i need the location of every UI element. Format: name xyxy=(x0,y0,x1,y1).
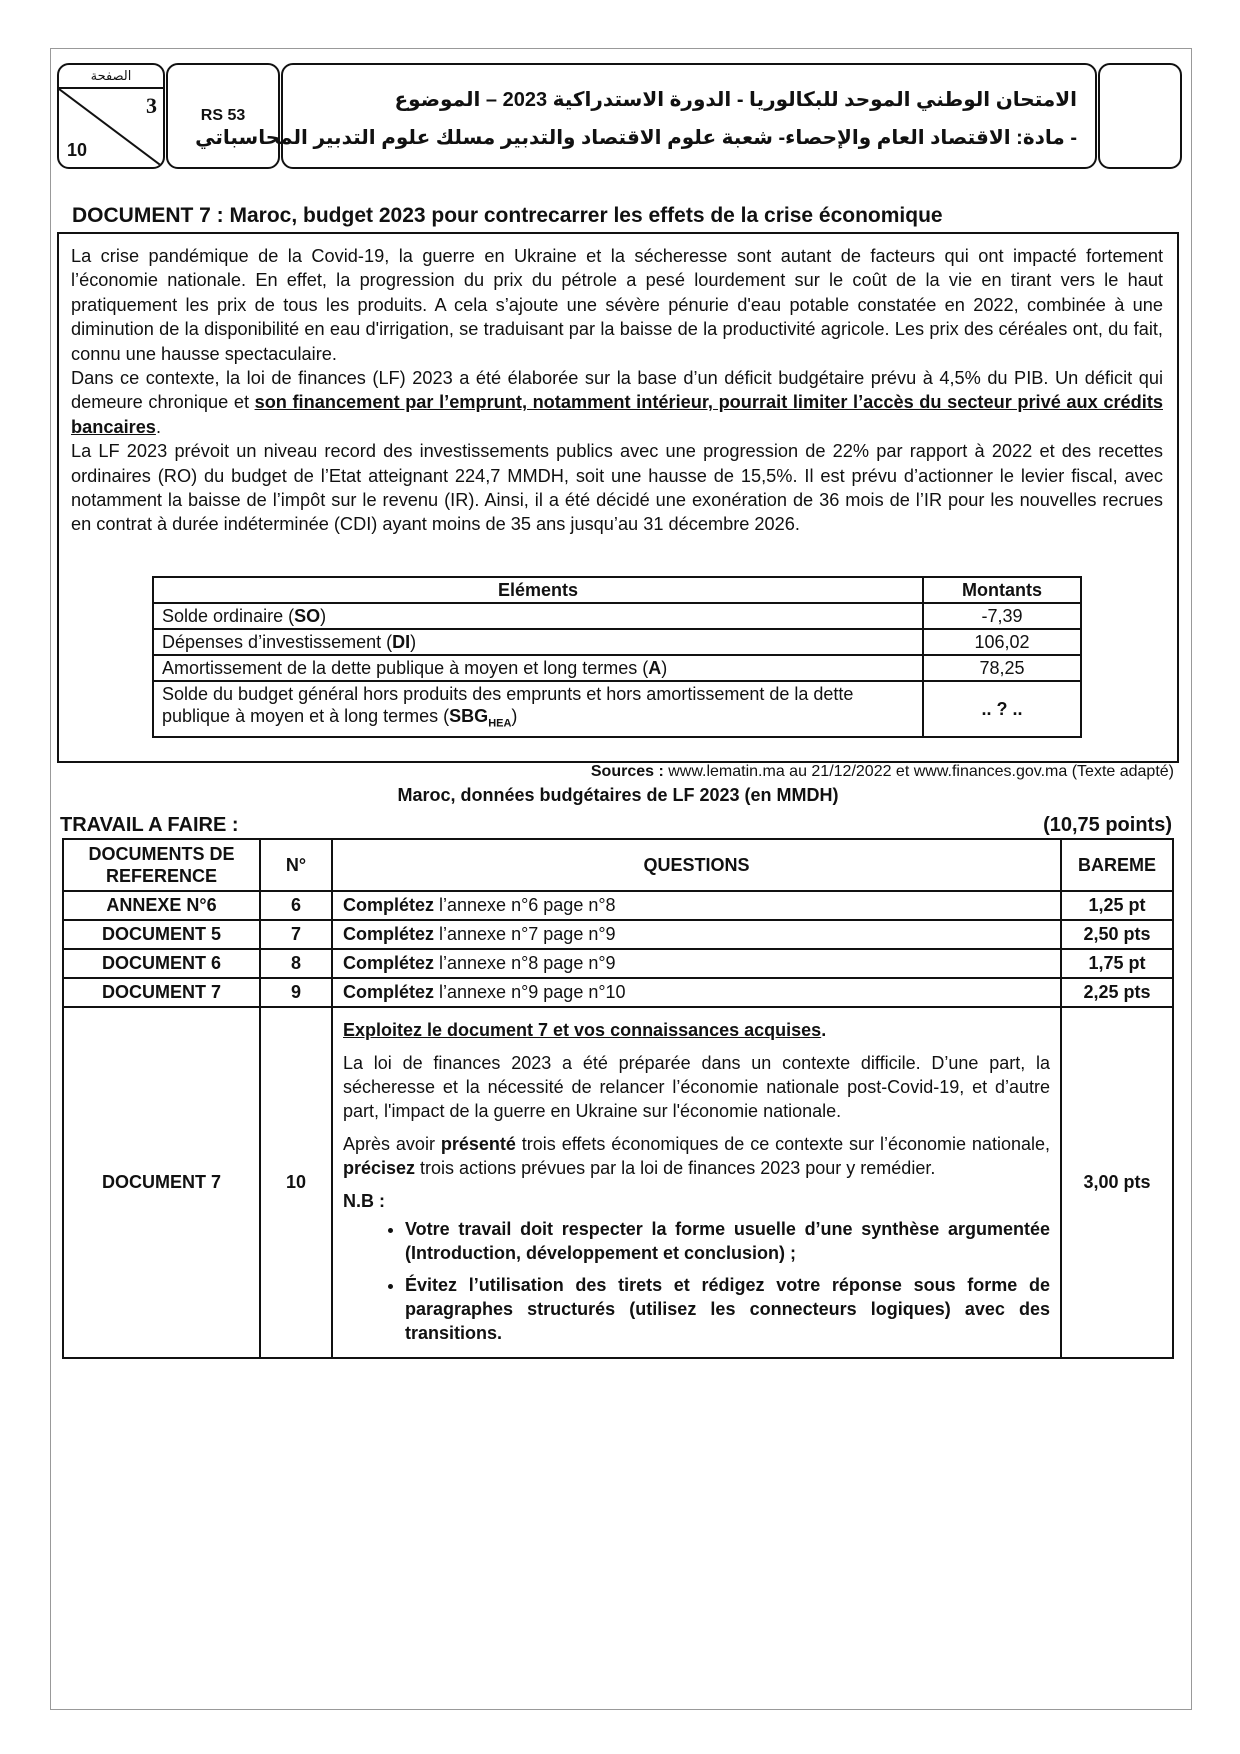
header-questions: QUESTIONS xyxy=(332,839,1061,891)
page-total: 10 xyxy=(67,140,88,160)
row-abbr: DI xyxy=(392,632,411,652)
budget-row-label xyxy=(153,603,923,629)
question-rest: l’annexe n°9 page n°10 xyxy=(434,982,626,1002)
page-number-box xyxy=(57,63,165,169)
question-bareme: 2,50 pts xyxy=(1061,920,1173,949)
paragraph-2 xyxy=(71,366,1163,439)
q10-part3: trois actions prévues par la loi de finances 2023 pour y remédier. xyxy=(415,1158,936,1178)
q10-nb: N.B : xyxy=(343,1191,385,1211)
sources-label: Sources : xyxy=(590,763,664,780)
row-label-text: Amortissement de la dette publique à moyen et long termes ( xyxy=(162,658,649,678)
question-number: 8 xyxy=(260,949,332,978)
page-number: 3 xyxy=(146,93,157,118)
question-doc: DOCUMENT 5 xyxy=(63,920,260,949)
page-label: الصفحة xyxy=(59,65,163,89)
question-10-text xyxy=(332,1007,1061,1358)
question-text xyxy=(332,978,1061,1007)
q10-bold1: présenté xyxy=(440,1134,516,1154)
paragraph-1: La crise pandémique de la Covid-19, la guerre en Ukraine et la sécheresse sont autant de facteurs qui ont impacté fortement l’économie nationale. En effet, la progression du prix du pétrole a pesé lourdement sur le coût de la vie en tirant vers le haut pratiquement les prix de tous les produits. A cela s’ajoute une sévère pénurie d'eau potable constatée en 2022, combinée à une diminution de la disponibilité en eau d'irrigation, se traduisant par la baisse de la productivité agricole. Les prix des céréales ont, du fait, connu une hausse spectaculaire. xyxy=(71,246,1163,364)
question-verb: Complétez xyxy=(343,924,435,944)
row-close: ) xyxy=(410,632,417,652)
document-text xyxy=(71,244,1163,537)
paragraph-3: La LF 2023 prévoit un niveau record des investissements publics avec une progression de 22% par rapport à 2022 et des recettes ordinaires (RO) du budget de l’Etat atteignant 224,7 MMDH, soit une hausse de 15,5%. Il est prévu d’actionner le levier fiscal, avec notamment la baisse de l’impôt sur le revenu (IR). Ainsi, il a été décidé une exonération de 36 mois de l’IR pour les nouvelles recrues en contrat à durée indéterminée (CDI) ayant moins de 35 ans jusqu’au 31 décembre 2026. xyxy=(71,441,1163,535)
question-rest: l’annexe n°7 page n°9 xyxy=(434,924,616,944)
exam-code: RS 53 xyxy=(166,63,280,169)
header-documents: DOCUMENTS DE REFERENCE xyxy=(63,839,260,891)
question-text xyxy=(332,949,1061,978)
question-row xyxy=(63,978,1173,1007)
question-text xyxy=(332,891,1061,920)
question-bareme: 3,00 pts xyxy=(1061,1007,1173,1358)
row-close: ) xyxy=(320,606,327,626)
question-number: 7 xyxy=(260,920,332,949)
q10-bold2: précisez xyxy=(343,1158,416,1178)
question-doc: ANNEXE N°6 xyxy=(63,891,260,920)
q10-bullet-list xyxy=(343,1217,1050,1345)
row-close: ) xyxy=(511,706,518,726)
row-label-text: Solde du budget général hors produits des emprunts et hors amortissement de la dette publique à moyen et à long termes ( xyxy=(162,684,854,726)
q10-part2: trois effets économiques de ce contexte sur l’économie nationale, xyxy=(515,1134,1050,1154)
question-verb: Complétez xyxy=(343,982,435,1002)
budget-row xyxy=(153,681,1081,737)
question-number: 6 xyxy=(260,891,332,920)
q10-bullet: • Votre travail doit respecter la forme usuelle d’une synthèse argumentée (Introduction, développement et conclusion) ; xyxy=(405,1217,1050,1265)
row-abbr: SO xyxy=(294,606,321,626)
budget-row-label xyxy=(153,629,923,655)
row-abbr-subscript: HEA xyxy=(488,717,512,730)
row-abbr: SBG xyxy=(449,706,489,726)
q10-bullet: • Évitez l’utilisation des tirets et rédigez votre réponse sous forme de paragraphes structurés (utilisez les connecteurs logiques) avec des transitions. xyxy=(405,1273,1050,1345)
question-doc: DOCUMENT 6 xyxy=(63,949,260,978)
budget-row xyxy=(153,629,1081,655)
question-row xyxy=(63,891,1173,920)
question-number: 9 xyxy=(260,978,332,1007)
question-rest: l’annexe n°6 page n°8 xyxy=(434,895,616,915)
budget-row-label xyxy=(153,681,923,737)
table-caption: Maroc, données budgétaires de LF 2023 (en MMDH) xyxy=(397,785,839,805)
question-verb: Complétez xyxy=(343,895,435,915)
header-bareme: BAREME xyxy=(1061,839,1173,891)
question-bareme: 1,25 pt xyxy=(1061,891,1173,920)
sources-text: www.lematin.ma au 21/12/2022 et www.finances.gov.ma (Texte adapté) xyxy=(663,763,1174,780)
header-montants: Montants xyxy=(923,577,1081,603)
budget-table xyxy=(152,576,1082,738)
sources-line xyxy=(591,763,1174,781)
question-row xyxy=(63,949,1173,978)
paragraph-2-end: . xyxy=(155,416,161,437)
question-verb: Complétez xyxy=(343,953,435,973)
q10-heading xyxy=(343,1018,1050,1042)
header-number: N° xyxy=(260,839,332,891)
row-label-text: Solde ordinaire ( xyxy=(162,606,295,626)
budget-row-value: 78,25 xyxy=(923,655,1081,681)
question-row xyxy=(63,920,1173,949)
header-elements: Eléments xyxy=(153,577,923,603)
q10-heading-text: Exploitez le document 7 et vos connaissances acquises xyxy=(343,1020,822,1040)
document-title: DOCUMENT 7 : Maroc, budget 2023 pour contrecarrer les effets de la crise économique xyxy=(72,204,943,227)
q10-heading-end: . xyxy=(821,1020,827,1040)
budget-row-label xyxy=(153,655,923,681)
question-row-10 xyxy=(63,1007,1173,1358)
q10-part1: Après avoir xyxy=(343,1134,441,1154)
exam-title-line1: الامتحان الوطني الموحد للبكالوريا - الدورة الاستدراكية 2023 – الموضوع xyxy=(394,89,1077,111)
question-bareme: 2,25 pts xyxy=(1061,978,1173,1007)
row-close: ) xyxy=(661,658,668,678)
row-label-text: Dépenses d’investissement ( xyxy=(162,632,393,652)
exam-title-line2: - مادة: الاقتصاد العام والإحصاء- شعبة علوم الاقتصاد والتدبير مسلك علوم التدبير المحاسباتي xyxy=(195,127,1077,149)
question-text xyxy=(332,920,1061,949)
questions-header-row xyxy=(63,839,1173,891)
blank-header-box xyxy=(1098,63,1182,169)
question-rest: l’annexe n°8 page n°9 xyxy=(434,953,616,973)
q10-question xyxy=(343,1132,1050,1180)
question-number: 10 xyxy=(260,1007,332,1358)
row-abbr: A xyxy=(648,658,662,678)
budget-row xyxy=(153,603,1081,629)
budget-header-row xyxy=(153,577,1081,603)
budget-row-value: 106,02 xyxy=(923,629,1081,655)
budget-row xyxy=(153,655,1081,681)
travail-title: TRAVAIL A FAIRE : xyxy=(60,814,239,836)
budget-row-value: -7,39 xyxy=(923,603,1081,629)
paragraph-2-start: Dans ce contexte, la loi de finances (LF) 2023 a été élaborée sur la base d’un déficit budgétaire prévu à 4,5% du PIB. Un déficit qui demeure chronique et xyxy=(71,368,1163,413)
travail-points: (10,75 points) xyxy=(1043,814,1172,836)
question-doc: DOCUMENT 7 xyxy=(63,978,260,1007)
q10-context: La loi de finances 2023 a été préparée dans un contexte difficile. D’une part, la sécheresse et la nécessité de relancer l’économie nationale post-Covid-19, et d’autre part, l'impact de la guerre en Ukraine sur l'économie nationale. xyxy=(343,1053,1050,1121)
paragraph-2-emphasis: son financement par l’emprunt, notamment intérieur, pourrait limiter l’accès du secteur privé aux crédits bancaires xyxy=(71,392,1163,437)
budget-row-value: .. ? .. xyxy=(923,681,1081,737)
questions-table xyxy=(62,838,1174,1359)
question-bareme: 1,75 pt xyxy=(1061,949,1173,978)
question-doc: DOCUMENT 7 xyxy=(63,1007,260,1358)
